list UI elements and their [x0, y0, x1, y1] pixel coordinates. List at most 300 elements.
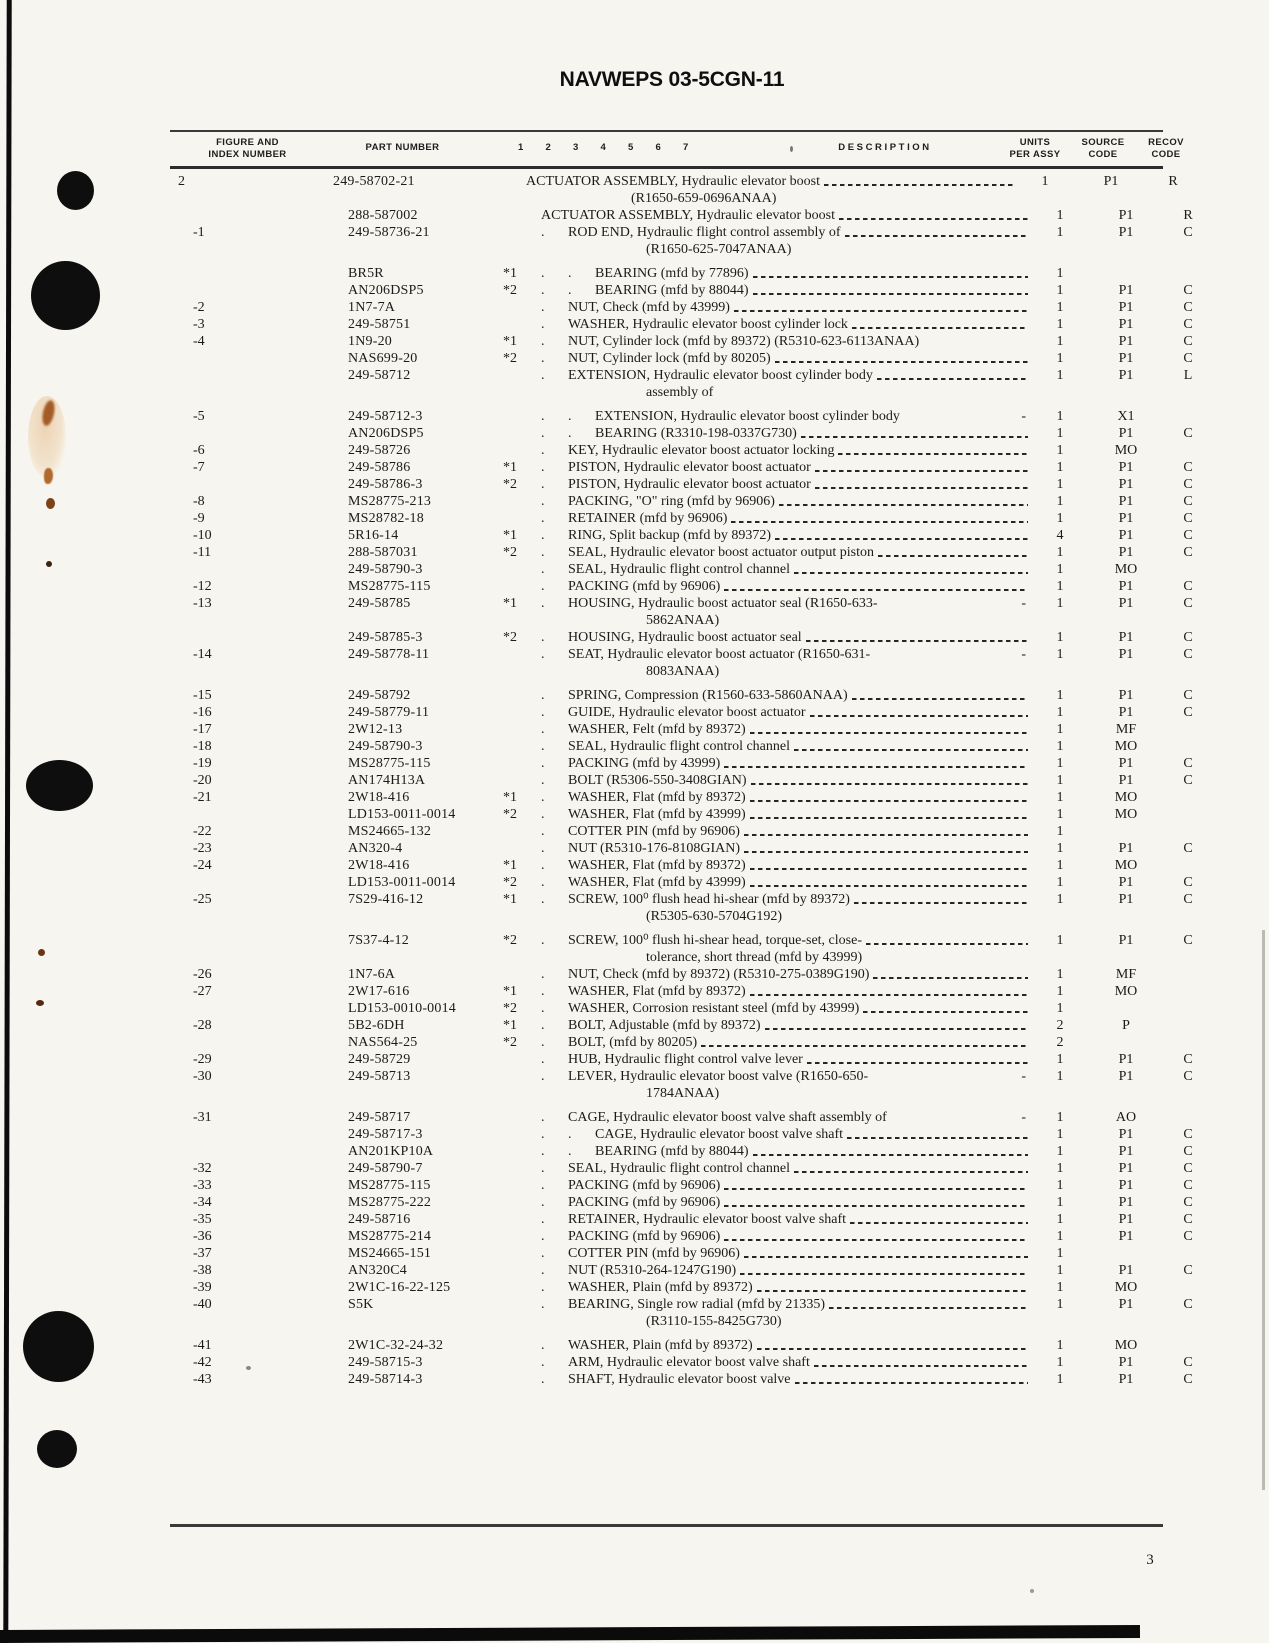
description-text: BEARING (mfd by 77896) [595, 266, 749, 281]
table-row [170, 316, 1193, 333]
table-row [170, 629, 1193, 646]
indent-dot: . [541, 1372, 545, 1387]
description-line1 [541, 704, 1031, 721]
source-code-cell: X1 [1117, 409, 1135, 424]
description-cell [541, 1068, 1031, 1102]
indent-dot: . [541, 1001, 545, 1016]
description-cell [541, 789, 1031, 806]
recov-code-cell: C [1183, 841, 1193, 856]
units-per-assy-cell: 1 [1056, 266, 1064, 281]
recov-code-cell: C [1183, 528, 1193, 543]
source-code-cell: MF [1115, 722, 1137, 737]
description-text: WASHER, Flat (mfd by 43999) [568, 807, 746, 822]
source-code-cell: P1 [1118, 630, 1134, 645]
part-number-cell: 249-58712-3 [348, 409, 423, 424]
dash-leader [824, 173, 1013, 190]
column-header-source-code [1068, 137, 1138, 160]
units-per-assy-cell: 1 [1056, 562, 1064, 577]
indent-dot: . [541, 477, 545, 492]
description-cell [541, 367, 1031, 401]
indent-dot: . [541, 841, 545, 856]
description-line1 [541, 840, 1031, 857]
description-cell [541, 350, 1031, 367]
source-code-cell: P1 [1118, 705, 1134, 720]
units-per-assy-cell: 1 [1056, 334, 1064, 349]
dash-leader [750, 806, 1028, 823]
units-per-assy-cell: 1 [1056, 875, 1064, 890]
units-per-assy-cell: 1 [1056, 1110, 1064, 1125]
source-code-cell: P1 [1103, 174, 1119, 189]
description-line1 [541, 721, 1031, 738]
description-line1 [541, 1371, 1031, 1388]
recov-code-cell: C [1183, 1229, 1193, 1244]
source-code-cell: P1 [1118, 875, 1134, 890]
dash-leader [750, 983, 1028, 1000]
indent-dot: . [541, 1280, 545, 1295]
column-header-figure-line2: INDEX NUMBER [208, 148, 287, 160]
indent-dot: . [541, 1018, 545, 1033]
part-number-cell: 249-58790-7 [348, 1161, 423, 1176]
scan-speck [1030, 1589, 1034, 1593]
description-text: ACTUATOR ASSEMBLY, Hydraulic elevator boost [526, 174, 821, 189]
table-row [170, 966, 1190, 983]
table-row [170, 442, 1190, 459]
figure-index-cell: -28 [193, 1018, 212, 1033]
description-text: HUB, Hydraulic flight control valve lever [568, 1052, 803, 1067]
source-code-cell: P1 [1118, 688, 1134, 703]
description-line1 [541, 806, 1031, 823]
part-number-cell: MS24665-151 [348, 1246, 432, 1261]
source-code-cell: P1 [1118, 1372, 1134, 1387]
scan-right-edge-shadow [1262, 930, 1265, 1490]
indent-dot: . [541, 409, 545, 424]
column-header-recov-line1: RECOV [1148, 137, 1184, 148]
part-number-cell: 1N9-20 [348, 334, 392, 349]
indent-dot: . [541, 807, 545, 822]
description-text: BOLT, Adjustable (mfd by 89372) [568, 1018, 761, 1033]
description-cell [541, 1051, 1031, 1068]
table-row [170, 1245, 1190, 1262]
indent-dot: . [541, 528, 545, 543]
description-cell [541, 983, 1031, 1000]
table-row [170, 1109, 1190, 1126]
description-text: PACKING, "O" ring (mfd by 96906) [568, 494, 775, 509]
table-row [170, 493, 1193, 510]
dash-leader [814, 1354, 1028, 1371]
source-code-cell: P1 [1118, 300, 1134, 315]
description-line1 [541, 1017, 1031, 1034]
column-header-description: DESCRIPTION [838, 142, 932, 153]
indent-dot: . [541, 494, 545, 509]
description-text: EXTENSION, Hydraulic elevator boost cylinder body [568, 368, 873, 383]
indent-dot: . [541, 1127, 545, 1142]
description-line2: (R3110-155-8425G730) [646, 1314, 782, 1329]
source-code-cell: MO [1114, 1280, 1138, 1295]
description-cell [541, 408, 1031, 425]
description-line1 [541, 1068, 1031, 1085]
dash-leader [750, 721, 1028, 738]
part-number-cell: 249-58786 [348, 460, 411, 475]
table-row [170, 1354, 1193, 1371]
description-line1 [541, 1034, 1031, 1051]
description-line1 [541, 1194, 1031, 1211]
table-row [170, 1051, 1193, 1068]
units-per-assy-cell: 1 [1056, 409, 1064, 424]
units-per-assy-cell: 1 [1056, 1338, 1064, 1353]
description-text: EXTENSION, Hydraulic elevator boost cylinder body [595, 409, 900, 424]
description-text: WASHER, Plain (mfd by 89372) [568, 1280, 753, 1295]
description-text: SEAT, Hydraulic elevator boost actuator (R1650-631- [568, 647, 871, 662]
recov-code-cell: C [1183, 334, 1193, 349]
part-number-cell: MS28775-222 [348, 1195, 432, 1210]
units-per-assy-cell: 1 [1056, 933, 1064, 948]
description-cell [541, 1245, 1031, 1262]
level-number: 1 [518, 142, 524, 153]
part-number-cell: 5B2-6DH [348, 1018, 405, 1033]
part-number-cell: 249-58786-3 [348, 477, 423, 492]
units-per-assy-cell: 1 [1056, 858, 1064, 873]
description-text: COTTER PIN (mfd by 96906) [568, 1246, 740, 1261]
description-text: CAGE, Hydraulic elevator boost valve shaft [595, 1127, 844, 1142]
source-code-cell: P1 [1118, 1178, 1134, 1193]
description-line1 [541, 1051, 1031, 1068]
column-header-units-line2: PER ASSY [1009, 148, 1061, 160]
table-row [170, 408, 1190, 425]
description-line1 [541, 629, 1031, 646]
figure-index-cell: -34 [193, 1195, 212, 1210]
description-text: ARM, Hydraulic elevator boost valve shaft [568, 1355, 810, 1370]
description-line1 [541, 932, 1031, 949]
description-line1 [541, 282, 1031, 299]
column-header-part-number: PART NUMBER [365, 142, 440, 153]
figure-index-cell: -14 [193, 647, 212, 662]
units-per-assy-cell: 1 [1056, 1229, 1064, 1244]
figure-index-cell: -26 [193, 967, 212, 982]
source-code-cell: P1 [1118, 368, 1134, 383]
units-per-assy-cell: 1 [1056, 1178, 1064, 1193]
table-row [170, 173, 1190, 207]
units-per-assy-cell: 1 [1056, 756, 1064, 771]
description-line1 [541, 367, 1031, 384]
scan-stain-tail [44, 468, 53, 484]
table-row [170, 1068, 1193, 1102]
description-line1 [541, 207, 1031, 224]
figure-index-cell: -37 [193, 1246, 212, 1261]
column-header-recov-code [1136, 137, 1196, 160]
part-number-cell: 249-58790-3 [348, 739, 423, 754]
description-cell [541, 840, 1031, 857]
description-cell [541, 1160, 1031, 1177]
scan-bottom-edge-band [0, 1625, 1140, 1643]
recov-code-cell: C [1183, 545, 1193, 560]
source-code-cell: P1 [1118, 892, 1134, 907]
units-per-assy-cell: 1 [1056, 1246, 1064, 1261]
variant-marker-cell: *1 [503, 1018, 517, 1033]
column-header-figure-index [170, 137, 325, 160]
dash-leader [753, 1143, 1028, 1160]
description-line1 [541, 527, 1031, 544]
variant-marker-cell: *1 [503, 334, 517, 349]
recov-code-cell: C [1183, 460, 1193, 475]
units-per-assy-cell: 1 [1056, 705, 1064, 720]
level-number: 2 [545, 142, 552, 153]
scan-speck [46, 498, 55, 509]
description-text: HOUSING, Hydraulic boost actuator seal (R1650-633- [568, 596, 878, 611]
dash-leader [863, 1000, 1028, 1017]
source-code-cell: MO [1114, 807, 1138, 822]
source-code-cell: MO [1114, 562, 1138, 577]
units-per-assy-cell: 1 [1056, 647, 1064, 662]
units-per-assy-cell: 1 [1056, 511, 1064, 526]
description-line1 [541, 1296, 1031, 1313]
recov-code-cell: C [1183, 1263, 1193, 1278]
variant-marker-cell: *1 [503, 528, 517, 543]
description-cell [541, 476, 1031, 493]
part-number-cell: MS28775-213 [348, 494, 432, 509]
variant-marker-cell: *1 [503, 266, 517, 281]
description-cell [541, 265, 1031, 282]
description-line1 [541, 789, 1031, 806]
description-text: PACKING (mfd by 96906) [568, 579, 721, 594]
table-row [170, 1034, 1190, 1051]
indent-dot: . [541, 705, 545, 720]
description-text: GUIDE, Hydraulic elevator boost actuator [568, 705, 806, 720]
units-per-assy-cell: 1 [1056, 368, 1064, 383]
variant-marker-cell: *1 [503, 460, 517, 475]
units-per-assy-cell: 1 [1056, 426, 1064, 441]
figure-index-cell: -15 [193, 688, 212, 703]
description-cell [541, 1279, 1031, 1296]
figure-index-cell: -19 [193, 756, 212, 771]
dash-leader [757, 1337, 1028, 1354]
description-text: PACKING (mfd by 96906) [568, 1195, 721, 1210]
description-text: KEY, Hydraulic elevator boost actuator locking [568, 443, 835, 458]
part-number-cell: 2W18-416 [348, 858, 410, 873]
recov-code-cell: C [1183, 688, 1193, 703]
figure-index-cell: -13 [193, 596, 212, 611]
table-row [170, 1126, 1193, 1143]
table-row [170, 1337, 1190, 1354]
scan-speck [246, 1366, 251, 1370]
table-row [170, 282, 1193, 299]
recov-code-cell: C [1183, 875, 1193, 890]
description-cell [541, 629, 1031, 646]
description-line1 [541, 476, 1031, 493]
figure-index-cell: -1 [193, 225, 205, 240]
dash-leader [750, 789, 1028, 806]
table-row [170, 1262, 1193, 1279]
table-row [170, 544, 1193, 561]
units-per-assy-cell: 1 [1041, 174, 1049, 189]
source-code-cell: P1 [1118, 596, 1134, 611]
indent-dot: . [541, 933, 545, 948]
variant-marker-cell: *2 [503, 283, 517, 298]
source-code-cell: P1 [1118, 545, 1134, 560]
part-number-cell: 288-587002 [348, 208, 418, 223]
part-number-cell: 7S29-416-12 [348, 892, 424, 907]
recov-code-cell: C [1183, 300, 1193, 315]
source-code-cell: P1 [1118, 647, 1134, 662]
dash-leader [838, 442, 1028, 459]
description-text: COTTER PIN (mfd by 96906) [568, 824, 740, 839]
description-cell [541, 578, 1031, 595]
source-code-cell: MO [1114, 790, 1138, 805]
source-code-cell: P1 [1118, 477, 1134, 492]
units-per-assy-cell: 1 [1056, 807, 1064, 822]
indent-dot: . [541, 334, 545, 349]
indent-dot: . [541, 967, 545, 982]
part-number-cell: 249-58779-11 [348, 705, 430, 720]
description-text: BEARING, Single row radial (mfd by 21335) [568, 1297, 826, 1312]
description-cell [541, 442, 1031, 459]
part-number-cell: 249-58751 [348, 317, 411, 332]
description-text: SEAL, Hydraulic flight control channel [568, 562, 790, 577]
source-code-cell: P1 [1118, 494, 1134, 509]
part-number-cell: 249-58785-3 [348, 630, 423, 645]
table-row [170, 857, 1190, 874]
description-text: WASHER, Flat (mfd by 43999) [568, 875, 746, 890]
source-code-cell: MO [1114, 1338, 1138, 1353]
column-header-indent-levels [518, 142, 740, 154]
description-line1 [541, 1211, 1031, 1228]
indent-dot: . [541, 1035, 545, 1050]
part-number-cell: 2W17-616 [348, 984, 410, 999]
figure-index-cell: -2 [193, 300, 205, 315]
units-per-assy-cell: 1 [1056, 1280, 1064, 1295]
source-code-cell: P1 [1118, 933, 1134, 948]
description-text: WASHER, Hydraulic elevator boost cylinder lock [568, 317, 848, 332]
variant-marker-cell: *2 [503, 545, 517, 560]
recov-code-cell: C [1183, 426, 1193, 441]
source-code-cell: AO [1115, 1110, 1137, 1125]
recov-code-cell: C [1183, 1069, 1193, 1084]
description-cell [541, 1296, 1031, 1330]
dash-single: - [1021, 647, 1026, 662]
units-per-assy-cell: 1 [1056, 722, 1064, 737]
dash-leader [750, 857, 1028, 874]
recov-code-cell: C [1183, 1178, 1193, 1193]
column-header-units [1000, 137, 1070, 160]
indent-dot: . [541, 300, 545, 315]
recov-code-cell: C [1183, 647, 1193, 662]
source-code-cell: MF [1115, 967, 1137, 982]
source-code-cell: P1 [1118, 334, 1134, 349]
indent-dot: . [541, 688, 545, 703]
dash-leader [850, 1211, 1028, 1228]
description-line1 [541, 408, 1031, 425]
table-row [170, 932, 1193, 966]
indent-dot: . [541, 1110, 545, 1125]
indent-dot: . [541, 984, 545, 999]
indent-dot: . [541, 283, 545, 298]
table-bottom-rule [170, 1524, 1163, 1527]
description-text: WASHER, Corrosion resistant steel (mfd by 43999) [568, 1001, 860, 1016]
units-per-assy-cell: 1 [1056, 739, 1064, 754]
description-line1 [541, 1354, 1031, 1371]
figure-index-cell: -5 [193, 409, 205, 424]
part-number-cell: NAS699-20 [348, 351, 418, 366]
description-text: PACKING (mfd by 43999) [568, 756, 721, 771]
table-row [170, 1228, 1193, 1245]
table-row [170, 595, 1193, 629]
table-row [170, 207, 1193, 224]
level-number: 6 [655, 142, 662, 153]
table-row [170, 646, 1193, 680]
indent-dot: . [541, 1263, 545, 1278]
level-number: 3 [573, 142, 579, 153]
description-text: NUT, Cylinder lock (mfd by 89372) (R5310-623-6113ANAA) [568, 334, 920, 349]
units-per-assy-cell: 1 [1056, 967, 1064, 982]
variant-marker-cell: *2 [503, 875, 517, 890]
indent-dot: . [568, 1127, 572, 1142]
dash-leader [724, 1194, 1028, 1211]
source-code-cell: P1 [1118, 1297, 1134, 1312]
description-line1 [541, 561, 1031, 578]
scan-speck [46, 561, 52, 567]
description-text: PISTON, Hydraulic elevator boost actuator [568, 460, 811, 475]
indent-dot: . [568, 1144, 572, 1159]
dash-leader [751, 772, 1029, 789]
units-per-assy-cell: 1 [1056, 841, 1064, 856]
description-cell [541, 425, 1031, 442]
scan-left-edge-line [3, 0, 11, 1643]
dash-leader [878, 544, 1028, 561]
table-row [170, 1000, 1190, 1017]
figure-index-cell: -36 [193, 1229, 212, 1244]
recov-code-cell: C [1183, 933, 1193, 948]
variant-marker-cell: *1 [503, 596, 517, 611]
dash-single: - [1021, 1069, 1026, 1084]
description-line1 [541, 1337, 1031, 1354]
dash-leader [806, 629, 1028, 646]
description-text: ACTUATOR ASSEMBLY, Hydraulic elevator boost [541, 208, 836, 223]
indent-dot: . [541, 739, 545, 754]
recov-code-cell: C [1183, 494, 1193, 509]
recov-code-cell: C [1183, 351, 1193, 366]
description-cell [541, 1262, 1031, 1279]
source-code-cell: P1 [1118, 1161, 1134, 1176]
table-row [170, 755, 1193, 772]
indent-dot: . [541, 1178, 545, 1193]
table-row [170, 265, 1190, 282]
dash-leader [854, 891, 1028, 908]
recov-code-cell: C [1183, 579, 1193, 594]
indent-dot: . [541, 266, 545, 281]
variant-marker-cell: *2 [503, 1001, 517, 1016]
description-line1 [541, 1279, 1031, 1296]
table-row [170, 1296, 1193, 1330]
source-code-cell: P [1122, 1018, 1130, 1033]
description-cell [541, 1177, 1031, 1194]
description-text: LEVER, Hydraulic elevator boost valve (R1650-650- [568, 1069, 869, 1084]
part-number-cell: LD153-0010-0014 [348, 1001, 456, 1016]
description-text: BEARING (mfd by 88044) [595, 1144, 749, 1159]
units-per-assy-cell: 1 [1056, 892, 1064, 907]
description-cell [541, 333, 1031, 350]
table-row [170, 1177, 1193, 1194]
part-number-cell: 249-58785 [348, 596, 411, 611]
variant-marker-cell: *1 [503, 892, 517, 907]
units-per-assy-cell: 1 [1056, 317, 1064, 332]
dash-leader [794, 1160, 1028, 1177]
units-per-assy-cell: 1 [1056, 1372, 1064, 1387]
table-row [170, 350, 1193, 367]
figure-index-cell: -10 [193, 528, 212, 543]
description-cell [541, 493, 1031, 510]
description-line1 [541, 1109, 1031, 1126]
indent-dot: . [541, 647, 545, 662]
source-code-cell: MO [1114, 858, 1138, 873]
